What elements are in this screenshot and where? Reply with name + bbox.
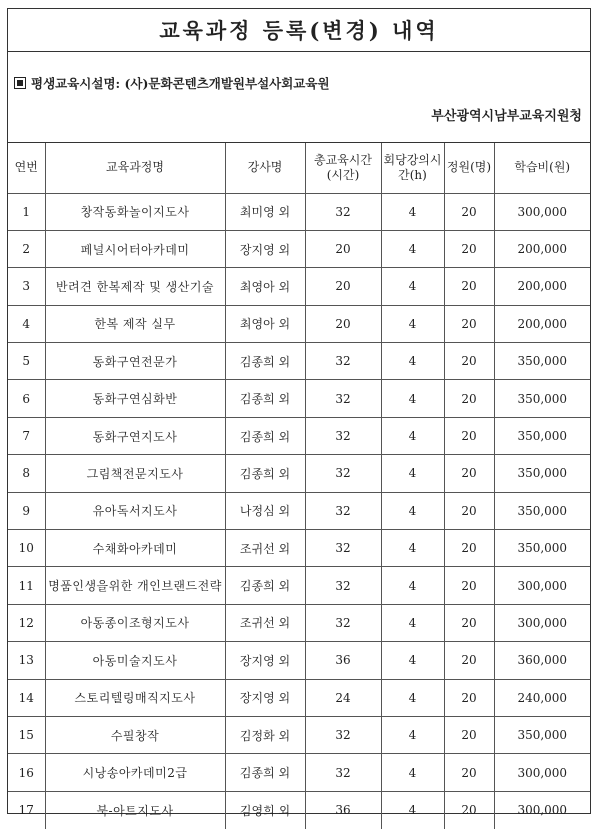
cell-total-hours: 32	[305, 380, 381, 417]
table-row	[8, 642, 590, 679]
cell-tuition: 360,000	[494, 642, 590, 679]
cell-no: 6	[8, 380, 45, 417]
table-row	[8, 380, 590, 417]
cell-capacity: 20	[444, 679, 494, 716]
cell-tuition: 350,000	[494, 380, 590, 417]
cell-session-hours: 4	[381, 305, 444, 342]
table-row	[8, 530, 590, 567]
cell-tuition: 300,000	[494, 754, 590, 791]
document-frame	[7, 8, 591, 818]
facility-line	[14, 74, 330, 92]
cell-course: 수채화아카데미	[45, 530, 225, 567]
cell-tuition: 240,000	[494, 679, 590, 716]
cell-session-hours: 4	[381, 679, 444, 716]
cell-course: 명품인생을위한 개인브랜드전략	[45, 567, 225, 604]
cell-course: 한복 제작 실무	[45, 305, 225, 342]
cell-course: 아동종이조형지도사	[45, 604, 225, 641]
cell-course: 동화구연심화반	[45, 380, 225, 417]
cell-capacity: 20	[444, 642, 494, 679]
cell-course: 스토리텔링매직지도사	[45, 679, 225, 716]
cell-no: 3	[8, 268, 45, 305]
cell-course: 동화구연지도사	[45, 417, 225, 454]
cell-tuition: 200,000	[494, 230, 590, 267]
cell-tuition: 200,000	[494, 305, 590, 342]
cell-no: 4	[8, 305, 45, 342]
cell-total-hours: 36	[305, 791, 381, 828]
cell-session-hours: 4	[381, 530, 444, 567]
table-row	[8, 492, 590, 529]
cell-no: 7	[8, 417, 45, 454]
header-total-hours: 총교육시간(시간)	[305, 143, 381, 193]
cell-total-hours: 32	[305, 530, 381, 567]
cell-no: 8	[8, 455, 45, 492]
cell-tuition: 350,000	[494, 343, 590, 380]
cell-course: 유아독서지도사	[45, 492, 225, 529]
cell-instructor: 김종희 외	[225, 417, 305, 454]
cell-capacity: 20	[444, 343, 494, 380]
cell-capacity: 20	[444, 417, 494, 454]
cell-tuition: 300,000	[494, 193, 590, 230]
cell-session-hours: 4	[381, 343, 444, 380]
cell-total-hours: 32	[305, 754, 381, 791]
course-table	[8, 143, 590, 829]
cell-course: 그림책전문지도사	[45, 455, 225, 492]
cell-total-hours: 32	[305, 343, 381, 380]
cell-course: 동화구연전문가	[45, 343, 225, 380]
cell-capacity: 20	[444, 492, 494, 529]
cell-instructor: 김종희 외	[225, 754, 305, 791]
cell-instructor: 나정심 외	[225, 492, 305, 529]
table-row	[8, 791, 590, 828]
cell-no: 2	[8, 230, 45, 267]
cell-session-hours: 4	[381, 567, 444, 604]
cell-capacity: 20	[444, 567, 494, 604]
cell-instructor: 장지영 외	[225, 642, 305, 679]
cell-total-hours: 32	[305, 604, 381, 641]
cell-instructor: 김종희 외	[225, 380, 305, 417]
cell-total-hours: 20	[305, 268, 381, 305]
cell-total-hours: 24	[305, 679, 381, 716]
cell-no: 11	[8, 567, 45, 604]
checkbox-icon	[14, 77, 26, 89]
table-row	[8, 455, 590, 492]
info-section	[8, 52, 590, 143]
cell-instructor: 조귀선 외	[225, 530, 305, 567]
cell-session-hours: 4	[381, 455, 444, 492]
cell-tuition: 350,000	[494, 716, 590, 753]
cell-no: 16	[8, 754, 45, 791]
cell-instructor: 장지영 외	[225, 679, 305, 716]
cell-session-hours: 4	[381, 754, 444, 791]
cell-course: 시낭송아카데미2급	[45, 754, 225, 791]
facility-label: 평생교육시설명: (사)문화콘텐츠개발원부설사회교육원	[31, 76, 330, 91]
cell-capacity: 20	[444, 455, 494, 492]
table-row	[8, 567, 590, 604]
cell-no: 14	[8, 679, 45, 716]
cell-instructor: 김종희 외	[225, 455, 305, 492]
cell-session-hours: 4	[381, 791, 444, 828]
cell-no: 12	[8, 604, 45, 641]
cell-no: 9	[8, 492, 45, 529]
cell-session-hours: 4	[381, 230, 444, 267]
cell-instructor: 최영아 외	[225, 268, 305, 305]
cell-capacity: 20	[444, 791, 494, 828]
cell-instructor: 김종희 외	[225, 343, 305, 380]
title-box	[8, 9, 590, 52]
cell-tuition: 300,000	[494, 791, 590, 828]
cell-tuition: 200,000	[494, 268, 590, 305]
cell-capacity: 20	[444, 716, 494, 753]
cell-no: 13	[8, 642, 45, 679]
table-row	[8, 716, 590, 753]
cell-session-hours: 4	[381, 417, 444, 454]
cell-no: 1	[8, 193, 45, 230]
cell-course: 반려견 한복제작 및 생산기술	[45, 268, 225, 305]
cell-capacity: 20	[444, 230, 494, 267]
cell-course: 아동미술지도사	[45, 642, 225, 679]
cell-tuition: 350,000	[494, 492, 590, 529]
table-row	[8, 268, 590, 305]
cell-session-hours: 4	[381, 380, 444, 417]
cell-total-hours: 32	[305, 193, 381, 230]
cell-tuition: 300,000	[494, 604, 590, 641]
cell-no: 15	[8, 716, 45, 753]
cell-capacity: 20	[444, 530, 494, 567]
cell-course: 창작동화놀이지도사	[45, 193, 225, 230]
cell-total-hours: 32	[305, 417, 381, 454]
cell-capacity: 20	[444, 305, 494, 342]
cell-instructor: 최영아 외	[225, 305, 305, 342]
cell-tuition: 300,000	[494, 567, 590, 604]
cell-instructor: 최미영 외	[225, 193, 305, 230]
header-instructor: 강사명	[225, 143, 305, 193]
table-row	[8, 417, 590, 454]
header-no: 연번	[8, 143, 45, 193]
cell-session-hours: 4	[381, 492, 444, 529]
table-row	[8, 754, 590, 791]
cell-total-hours: 32	[305, 567, 381, 604]
cell-no: 5	[8, 343, 45, 380]
cell-tuition: 350,000	[494, 455, 590, 492]
header-session-hours: 회당강의시간(h)	[381, 143, 444, 193]
cell-total-hours: 36	[305, 642, 381, 679]
table-header-row	[8, 143, 590, 193]
cell-session-hours: 4	[381, 716, 444, 753]
cell-capacity: 20	[444, 268, 494, 305]
cell-session-hours: 4	[381, 604, 444, 641]
cell-session-hours: 4	[381, 268, 444, 305]
cell-session-hours: 4	[381, 642, 444, 679]
cell-instructor: 조귀선 외	[225, 604, 305, 641]
cell-no: 10	[8, 530, 45, 567]
cell-no: 17	[8, 791, 45, 828]
table-row	[8, 679, 590, 716]
cell-total-hours: 32	[305, 455, 381, 492]
cell-capacity: 20	[444, 604, 494, 641]
header-course: 교육과정명	[45, 143, 225, 193]
cell-capacity: 20	[444, 754, 494, 791]
table-row	[8, 193, 590, 230]
table-row	[8, 604, 590, 641]
cell-course: 북-아트지도사	[45, 791, 225, 828]
cell-tuition: 350,000	[494, 417, 590, 454]
table-row	[8, 230, 590, 267]
cell-instructor: 김영희 외	[225, 791, 305, 828]
cell-instructor: 장지영 외	[225, 230, 305, 267]
cell-total-hours: 20	[305, 305, 381, 342]
cell-course: 페널시어터아카데미	[45, 230, 225, 267]
cell-total-hours: 20	[305, 230, 381, 267]
cell-instructor: 김종희 외	[225, 567, 305, 604]
table-row	[8, 305, 590, 342]
cell-instructor: 김정화 외	[225, 716, 305, 753]
header-tuition: 학습비(원)	[494, 143, 590, 193]
cell-total-hours: 32	[305, 716, 381, 753]
cell-course: 수필창작	[45, 716, 225, 753]
page-title: 교육과정 등록(변경) 내역	[159, 18, 439, 43]
header-capacity: 정원(명)	[444, 143, 494, 193]
authority-label: 부산광역시남부교육지원청	[431, 109, 582, 124]
cell-capacity: 20	[444, 193, 494, 230]
cell-tuition: 350,000	[494, 530, 590, 567]
cell-total-hours: 32	[305, 492, 381, 529]
cell-session-hours: 4	[381, 193, 444, 230]
cell-capacity: 20	[444, 380, 494, 417]
table-row	[8, 343, 590, 380]
